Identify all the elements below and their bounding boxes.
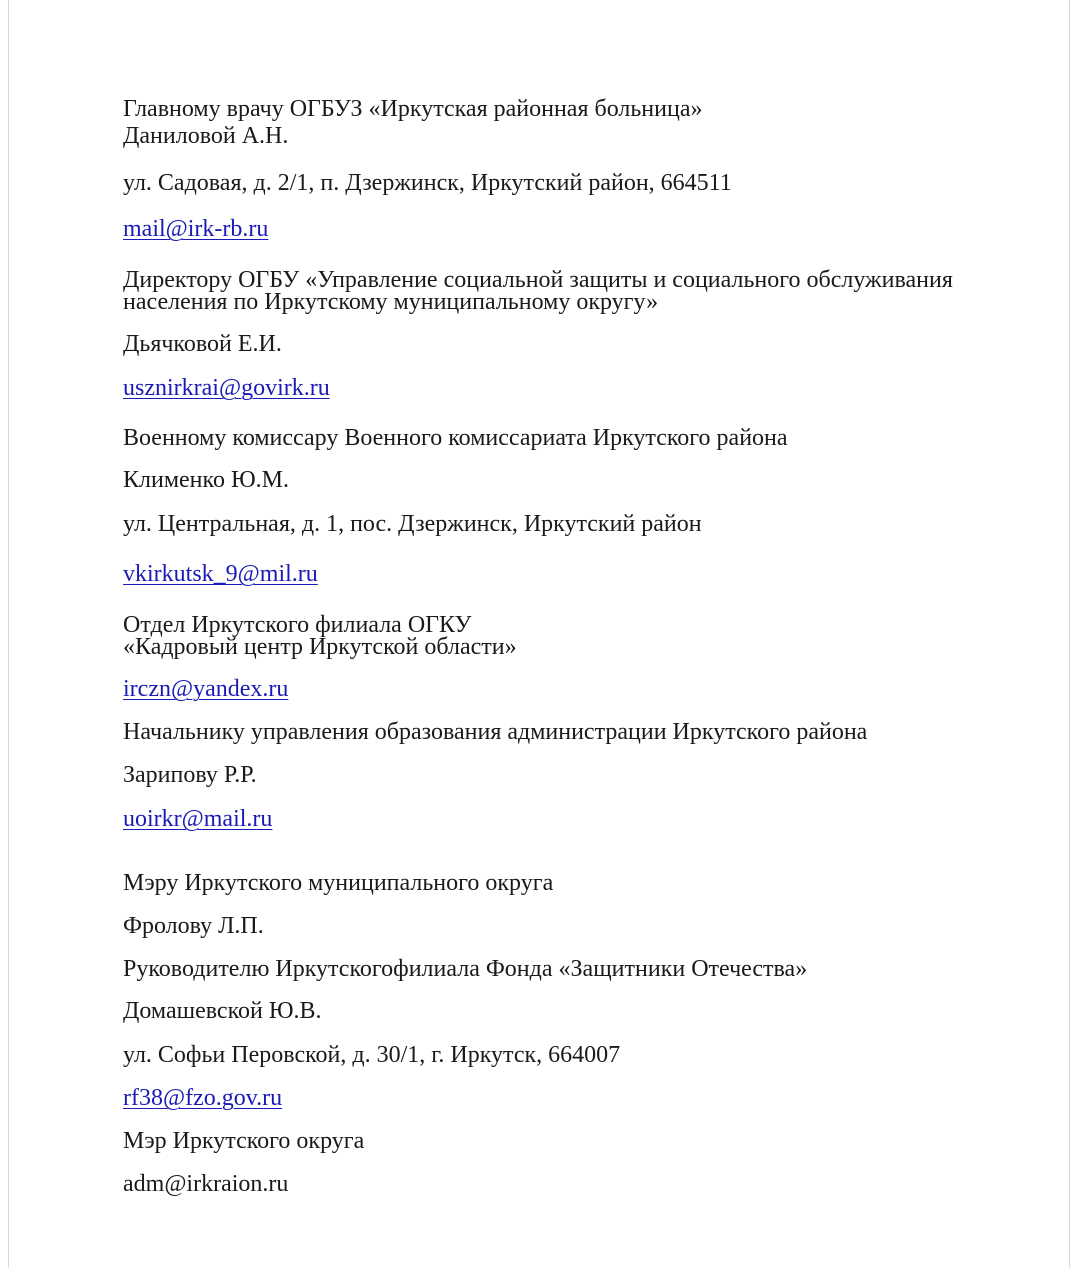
recipient-title-continued: населения по Иркутскому муниципальному округу» xyxy=(123,289,659,315)
recipient-title: Директору ОГБУ «Управление социальной защиты и социального обслуживания xyxy=(123,267,953,293)
recipient-name: Даниловой А.Н. xyxy=(123,123,289,149)
email-link[interactable]: rf38@fzo.gov.ru xyxy=(123,1085,283,1111)
email-link[interactable]: uoirkr@mail.ru xyxy=(123,806,273,832)
recipient-email: adm@irkraion.ru xyxy=(123,1171,289,1197)
recipient-title: Военному комиссару Военного комиссариата Иркутского района xyxy=(123,425,788,451)
recipient-name: Фролову Л.П. xyxy=(123,913,264,939)
email-link[interactable]: irczn@yandex.ru xyxy=(123,676,289,702)
email-link[interactable]: vkirkutsk_9@mil.ru xyxy=(123,561,318,587)
recipient-title-continued: «Кадровый центр Иркутской области» xyxy=(123,634,517,660)
recipient-title: Мэр Иркутского округа xyxy=(123,1128,365,1154)
recipient-address: ул. Софьи Перовской, д. 30/1, г. Иркутск, 664007 xyxy=(123,1042,621,1068)
recipient-address: ул. Центральная, д. 1, пос. Дзержинск, Иркутский район xyxy=(123,511,702,537)
recipient-name: Клименко Ю.М. xyxy=(123,467,289,493)
recipient-name: Зарипову Р.Р. xyxy=(123,762,257,788)
email-link[interactable]: mail@irk-rb.ru xyxy=(123,216,269,242)
recipient-name: Дьячковой Е.И. xyxy=(123,331,282,357)
recipient-title: Начальнику управления образования администрации Иркутского района xyxy=(123,719,868,745)
recipient-title: Отдел Иркутского филиала ОГКУ xyxy=(123,612,472,638)
recipient-title: Главному врачу ОГБУЗ «Иркутская районная больница» xyxy=(123,96,703,122)
recipient-title: Мэру Иркутского муниципального округа xyxy=(123,870,554,896)
recipient-name: Домашевской Ю.В. xyxy=(123,998,322,1024)
recipient-title: Руководителю Иркутскогофилиала Фонда «Защитники Отечества» xyxy=(123,956,808,982)
email-link[interactable]: usznirkrai@govirk.ru xyxy=(123,375,330,401)
recipient-address: ул. Садовая, д. 2/1, п. Дзержинск, Иркутский район, 664511 xyxy=(123,170,732,196)
